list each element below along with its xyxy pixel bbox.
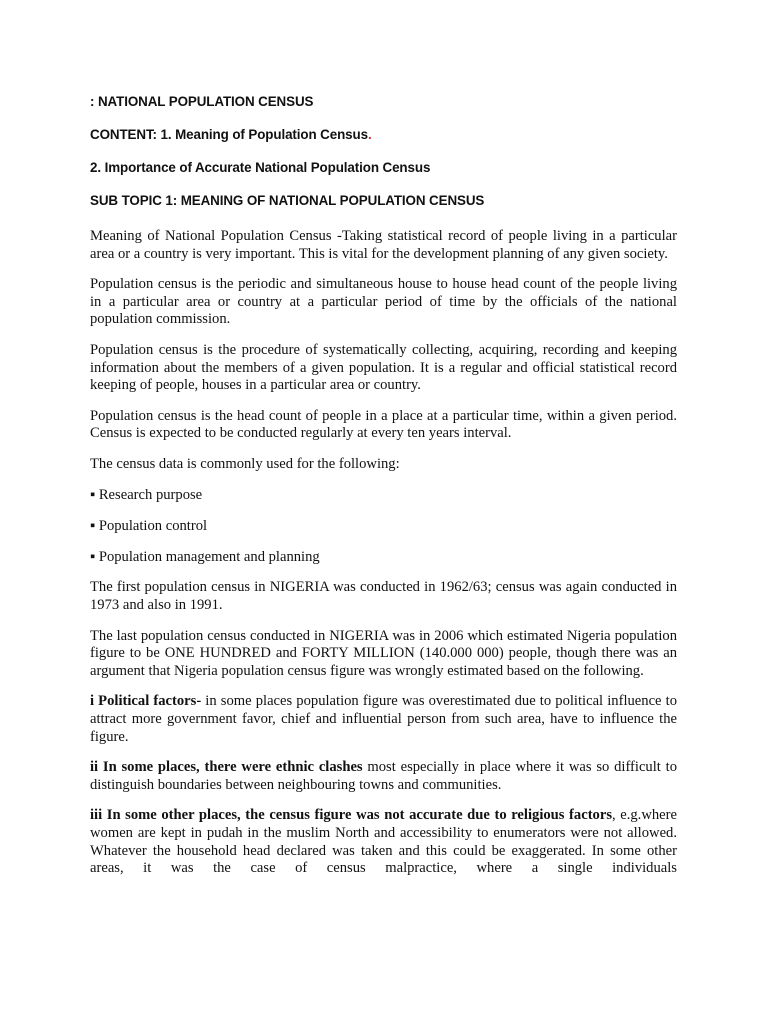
- paragraph-ethnic-clashes: [90, 759, 677, 794]
- subtopic-heading: SUB TOPIC 1: MEANING OF NATIONAL POPULATION CENSUS: [90, 193, 485, 208]
- paragraph-definition-2: Population census is the procedure of systematically collecting, acquiring, recording and keeping information about the members of a given population. It is a regular and official statistical record keeping of people, houses in a particular area or country.: [90, 341, 677, 394]
- bullet-research: ▪ Research purpose: [90, 486, 203, 503]
- content-line: [90, 127, 677, 143]
- religious-factors-label: iii In some other places, the census figure was not accurate due to religious factors: [90, 807, 613, 824]
- document-page: [90, 94, 677, 891]
- bullet-control: ▪ Population control: [90, 517, 208, 534]
- paragraph-definition-3: Population census is the head count of people in a place at a particular time, within a given period. Census is expected to be conducted regularly at every ten years interval.: [90, 407, 677, 442]
- paragraph-political-factors: [90, 693, 677, 746]
- ethnic-clashes-label: ii In some places, there were ethnic clashes: [90, 759, 363, 776]
- bullet-management: ▪ Population management and planning: [90, 548, 320, 565]
- content-item-two: 2. Importance of Accurate National Population Census: [90, 160, 431, 175]
- paragraph-last-census: The last population census conducted in NIGERIA was in 2006 which estimated Nigeria population figure to be ONE HUNDRED and FORTY MILLION (140.000 000) people, though there was an argument that Nigeria population census figure was wrongly estimated based on the following.: [90, 627, 677, 679]
- document-title: : NATIONAL POPULATION CENSUS: [90, 94, 314, 109]
- religious-factors-text: , e.g.where women are kept in pudah in the muslim North and accessibility to enumerators were not allowed. Whatever the household head declared was taken and this could be exaggerated. In some other areas, it was the case of census malpractice, where a single individuals: [90, 807, 677, 877]
- paragraph-definition-1: Population census is the periodic and simultaneous house to house head count of the people living in a particular area or country at a particular period of time by the officials of the national population commission.: [90, 276, 677, 328]
- political-factors-text: in some places population figure was overestimated due to political influence to attract more government favor, chief and influential person from such area, have to influence the figure.: [90, 693, 677, 745]
- content-line-dot: .: [367, 127, 372, 142]
- paragraph-religious-factors: [90, 807, 677, 877]
- content-line-text: CONTENT: 1. Meaning of Population Census: [90, 127, 368, 142]
- paragraph-meaning: Meaning of National Population Census -Taking statistical record of people living in a particular area or a country is very important. This is vital for the development planning of any given society.: [90, 228, 677, 262]
- ethnic-clashes-text: most especially in place where it was so difficult to distinguish boundaries between neighbouring towns and communities.: [90, 759, 677, 793]
- political-factors-label: i Political factors-: [90, 693, 202, 710]
- paragraph-uses-intro: The census data is commonly used for the following:: [90, 455, 400, 472]
- paragraph-first-census: The first population census in NIGERIA was conducted in 1962/63; census was again conducted in 1973 and also in 1991.: [90, 579, 677, 614]
